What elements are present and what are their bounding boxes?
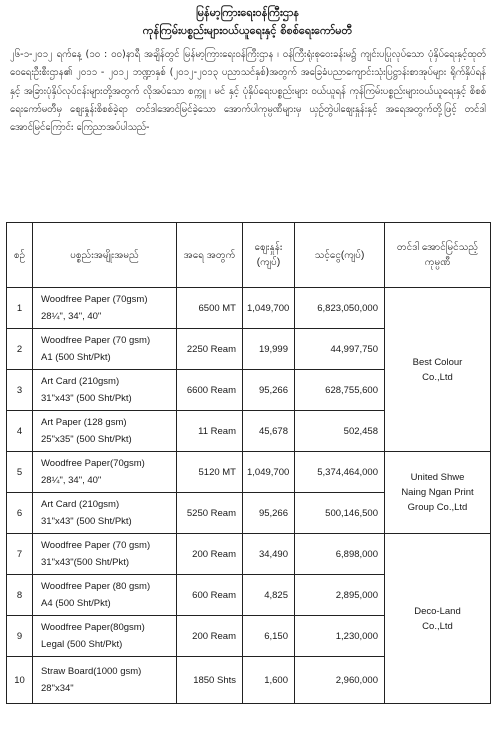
row-price: 4,825 [243, 575, 295, 616]
header-no: စဉ် [7, 223, 33, 288]
row-no: 8 [7, 575, 33, 616]
item-name: Woodfree Paper(80gsm) [41, 622, 145, 633]
item-size: 31"x43"(500 Sht/Pkt) [41, 557, 130, 568]
row-amount: 1,230,000 [295, 616, 385, 657]
row-quantity: 200 Ream [177, 534, 243, 575]
row-price: 95,266 [243, 370, 295, 411]
row-amount: 2,895,000 [295, 575, 385, 616]
row-quantity: 5120 MT [177, 452, 243, 493]
tender-results-table [6, 222, 491, 704]
row-no: 1 [7, 288, 33, 329]
company-name: Best Colour [412, 356, 463, 368]
row-quantity: 2250 Ream [177, 329, 243, 370]
row-item [33, 370, 177, 411]
item-name: Woodfree Paper (70 gsm) [41, 335, 151, 346]
row-no: 10 [7, 657, 33, 704]
row-quantity: 11 Ream [177, 411, 243, 452]
row-amount: 44,997,750 [295, 329, 385, 370]
row-quantity: 600 Ream [177, 575, 243, 616]
item-name: Woodfree Paper(70gsm) [41, 458, 145, 469]
item-size: 31"x43" (500 Sht/Pkt) [41, 516, 132, 527]
row-no: 9 [7, 616, 33, 657]
row-quantity: 6500 MT [177, 288, 243, 329]
row-quantity: 6600 Ream [177, 370, 243, 411]
item-size: 28¼", 34", 40" [41, 475, 102, 486]
item-size: 31"x43" (500 Sht/Pkt) [41, 393, 132, 404]
table-row [7, 452, 491, 493]
item-name: Art Card (210gsm) [41, 499, 120, 510]
table-row [7, 288, 491, 329]
header-amount: သင့်ငွေ(ကျပ်) [295, 223, 385, 288]
row-no: 6 [7, 493, 33, 534]
row-item [33, 657, 177, 704]
row-price: 1,049,700 [243, 452, 295, 493]
header-item: ပစ္စည်းအမျိုးအမည် [33, 223, 177, 288]
row-amount: 500,146,500 [295, 493, 385, 534]
company-name: Group Co.,Ltd [407, 502, 468, 513]
item-size: 28¼", 34", 40" [41, 311, 102, 322]
announcement-paragraph: ၂၆-၁-၂၀၁၂ ရက်နေ့ (၁၀ : ၀၀)နာရီ အချိန်တွင် မြန်မာ့ကြားရေးဝန်ကြီးဌာန ၊ ဝန်ကြီးရုံးစုဝေးခန်းမ၌ ကျင်းပပြုလုပ်သော ပုံနှိပ်ရေးနှင့်ထုတ်ဝေရေးဦးစီးဌာန၏ ၂၀၁၁ - ၂၀၁၂ ဘဏ္ဍာနှစ် (၂၀၁၂-၂၀၁၃ ပညာသင်နှစ်)အတွက် အခြေခံပညာကျောင်းသုံးပြဋ္ဌာန်းစာအုပ်များ ရိုက်နှိပ်ရန်နှင့် အခြားပုံနှိပ်လုပ်ငန်းများတို့အတွက် လိုအပ်သော စက္ကူ ၊ မင် နှင့် ပုံနှိပ်ရေးပစ္စည်းများ ဝယ်ယူရန် ကုန်ကြမ်းပစ္စည်းများဝယ်ယူရေးနှင့် စိစစ်ရေးကော်မတီမှ ဈေးနှုန်းစိစစ်ခဲ့ရာ တင်ဒါအောင်မြင်ခဲ့သော အောက်ပါကုမ္ပဏီများမှ ယှဉ်တွဲပါဈေးနှုန်းနှင့် အရေအတွက်တို့ဖြင့် တင်ဒါအောင်မြင်ကြောင်း ကြေညာအပ်ပါသည်- [10, 49, 486, 134]
row-price: 19,999 [243, 329, 295, 370]
row-quantity: 1850 Shts [177, 657, 243, 704]
row-quantity: 5250 Ream [177, 493, 243, 534]
row-item [33, 452, 177, 493]
row-amount: 6,898,000 [295, 534, 385, 575]
company-name: Deco-Land [414, 605, 461, 617]
row-no: 7 [7, 534, 33, 575]
item-name: Straw Board(1000 gsm) [41, 666, 142, 677]
item-name: Woodfree Paper (80 gsm) [41, 581, 151, 592]
row-quantity: 200 Ream [177, 616, 243, 657]
company-name: Co.,Ltd [422, 371, 453, 383]
row-item [33, 288, 177, 329]
row-amount: 2,960,000 [295, 657, 385, 704]
row-price: 34,490 [243, 534, 295, 575]
row-amount: 502,458 [295, 411, 385, 452]
committee-heading: ကုန်ကြမ်းပစ္စည်းများဝယ်ယူရေးနှင့် စိစစ်ရေးကော်မတီ [142, 24, 353, 37]
row-no: 3 [7, 370, 33, 411]
row-no: 4 [7, 411, 33, 452]
company-cell [385, 452, 491, 534]
row-item [33, 493, 177, 534]
item-size: Legal (500 Sht/Pkt) [41, 639, 123, 650]
row-amount: 628,755,600 [295, 370, 385, 411]
table-row [7, 534, 491, 575]
ministry-heading: မြန်မာ့ကြားရေးဝန်ကြီးဌာန [195, 6, 300, 19]
header-price: ဈေးနှုန်း (ကျပ်) [243, 223, 295, 288]
item-size: A4 (500 Sht/Pkt) [41, 598, 111, 609]
company-cell [385, 534, 491, 704]
row-item [33, 534, 177, 575]
row-price: 95,266 [243, 493, 295, 534]
company-name: Naing Ngan Print [401, 487, 474, 498]
header-company: တင်ဒါ အောင်မြင်သည့် ကုမ္ပဏီ [385, 223, 491, 288]
row-price: 45,678 [243, 411, 295, 452]
row-item [33, 411, 177, 452]
row-amount: 5,374,464,000 [295, 452, 385, 493]
item-name: Woodfree Paper (70 gsm) [41, 540, 151, 551]
row-item [33, 575, 177, 616]
table-header-row [7, 223, 491, 288]
row-price: 1,049,700 [243, 288, 295, 329]
item-size: 28"x34" [41, 683, 74, 694]
row-item [33, 329, 177, 370]
row-no: 5 [7, 452, 33, 493]
item-size: 25"x35" (500 Sht/Pkt) [41, 434, 132, 445]
company-name: United Shwe [410, 472, 465, 483]
item-name: Woodfree Paper (70gsm) [41, 294, 148, 305]
row-item [33, 616, 177, 657]
item-name: Art Card (210gsm) [41, 376, 120, 387]
header-quantity: အရေ အတွက် [177, 223, 243, 288]
row-no: 2 [7, 329, 33, 370]
row-price: 1,600 [243, 657, 295, 704]
item-name: Art Paper (128 gsm) [41, 417, 127, 428]
company-name: Co.,Ltd [422, 620, 453, 632]
row-price: 6,150 [243, 616, 295, 657]
company-cell [385, 288, 491, 452]
row-amount: 6,823,050,000 [295, 288, 385, 329]
item-size: A1 (500 Sht/Pkt) [41, 352, 111, 363]
